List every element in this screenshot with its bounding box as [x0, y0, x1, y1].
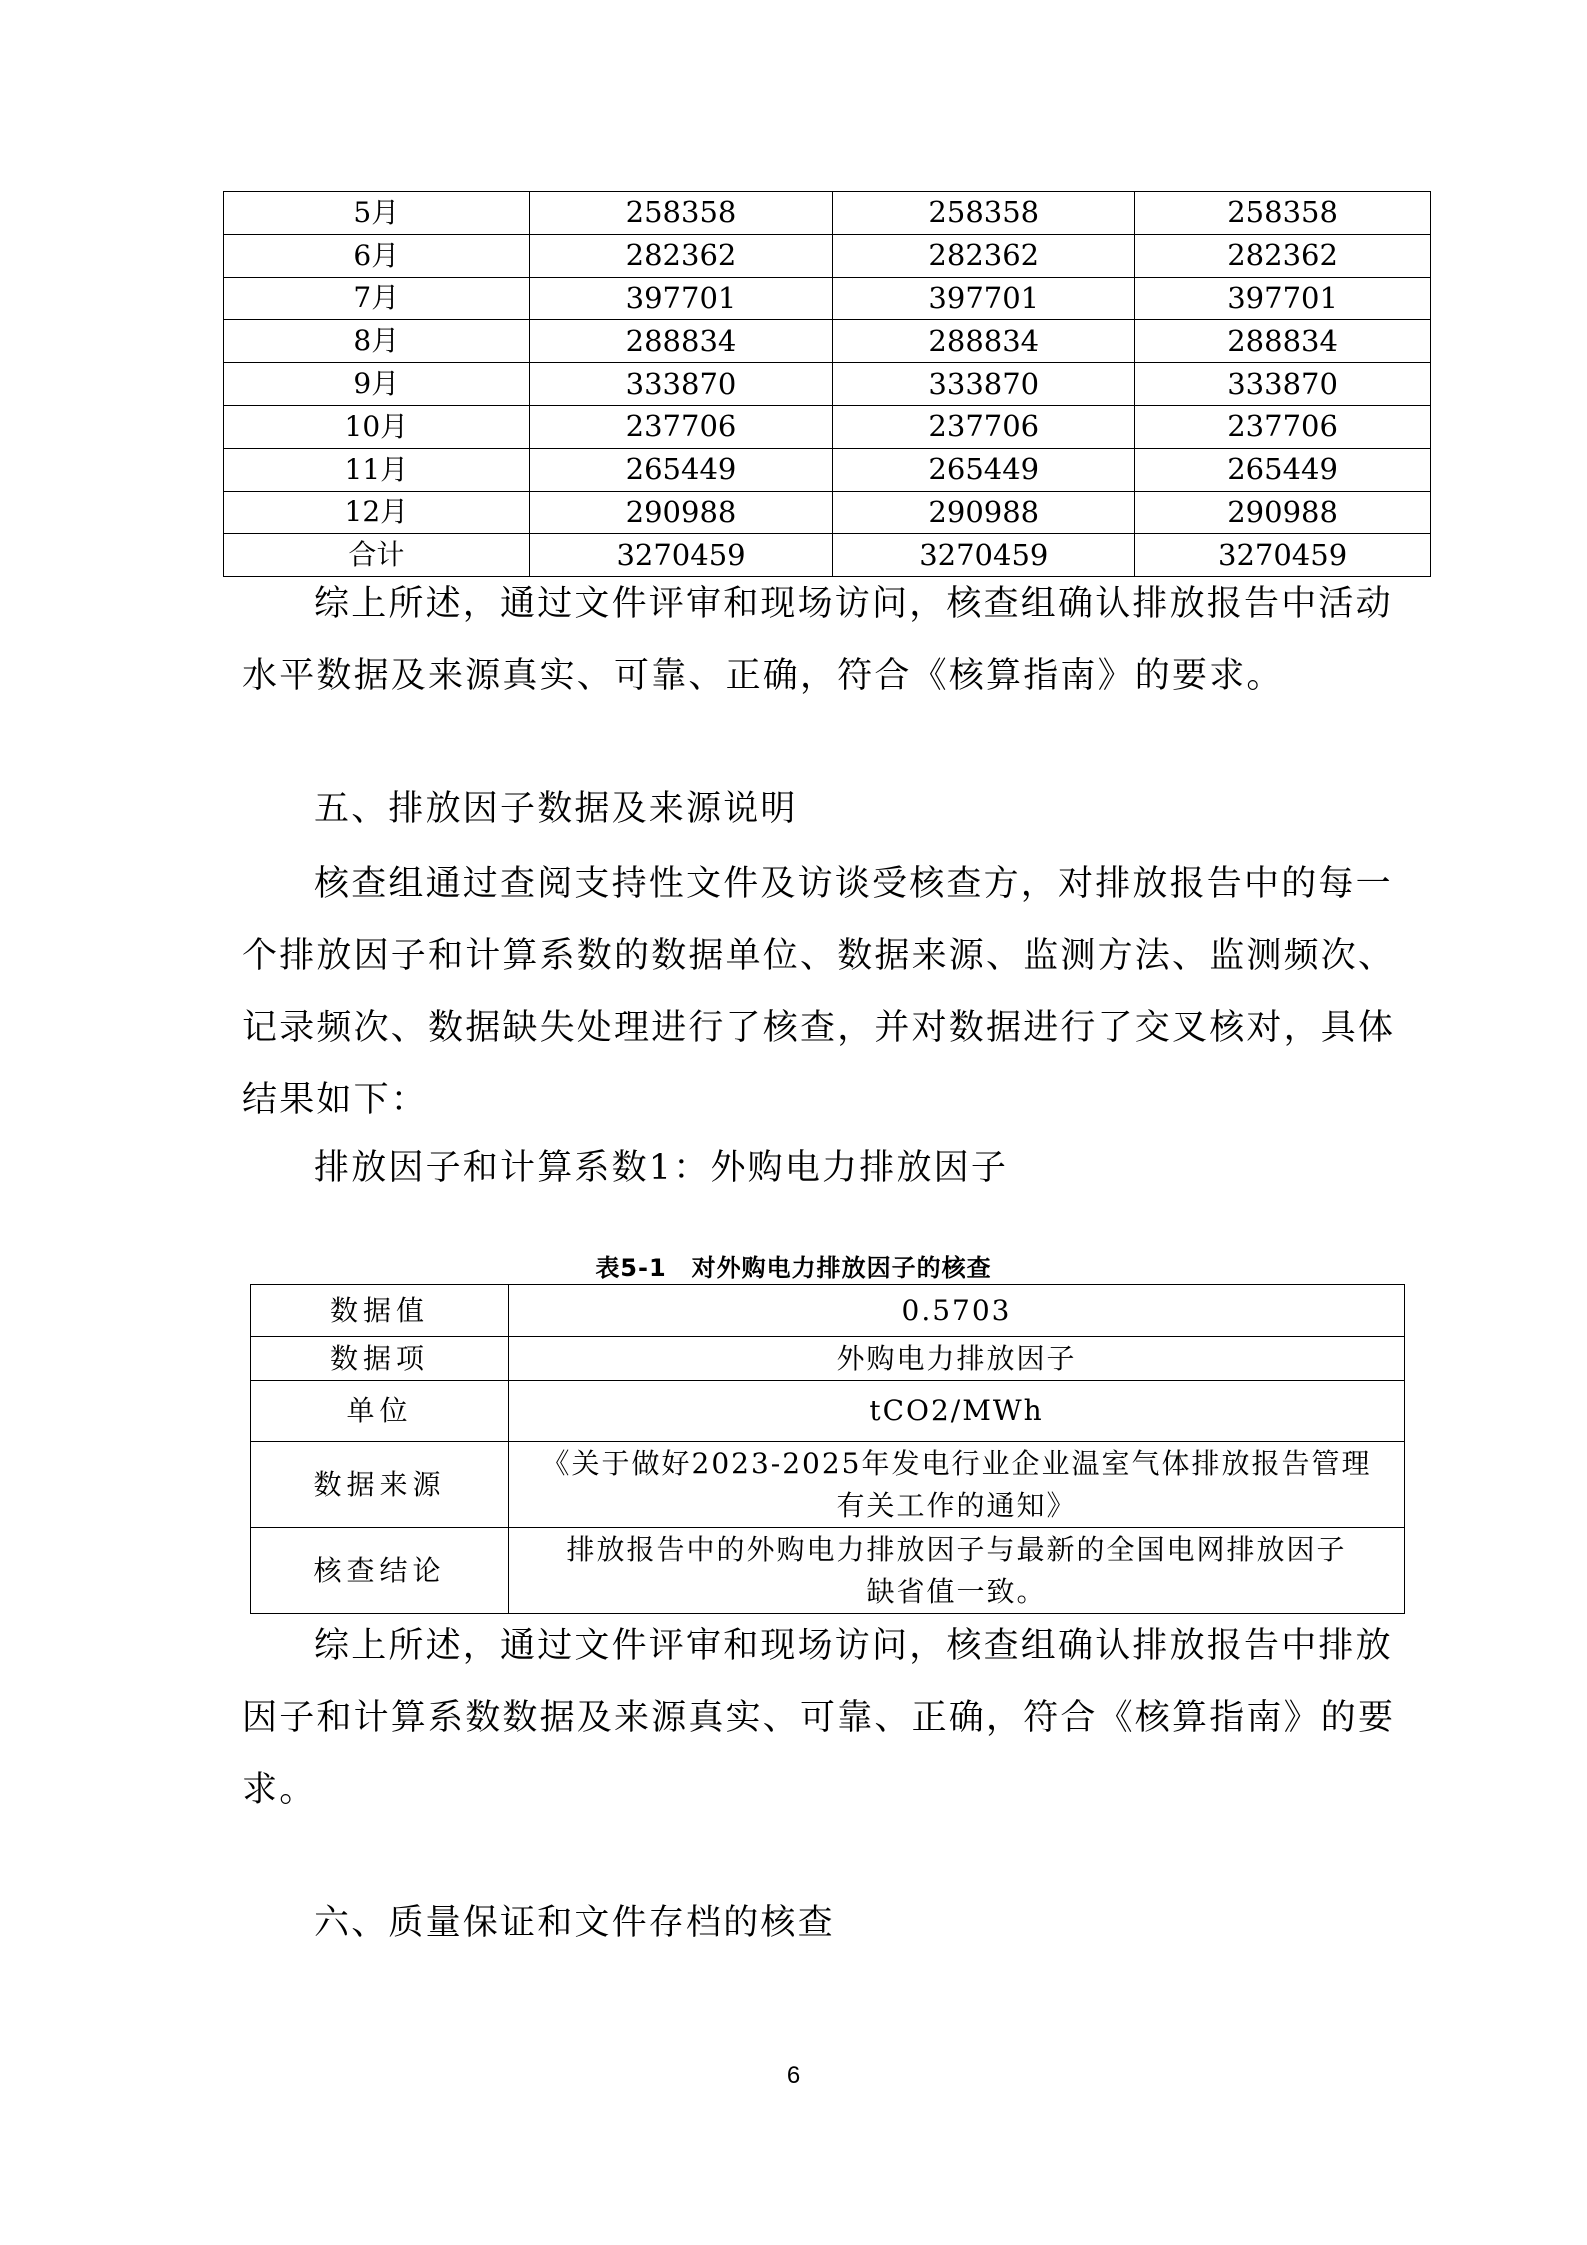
table-row	[251, 1381, 1405, 1442]
value-cell: 258358	[833, 192, 1135, 235]
factor-conclusion-paragraph	[242, 1610, 1402, 1826]
table-row	[251, 1337, 1405, 1381]
month-cell: 9月	[224, 363, 530, 406]
value-cell: 237706	[833, 405, 1135, 448]
row-value-cell	[509, 1442, 1405, 1528]
value-cell: 290988	[529, 491, 833, 534]
total-value-cell: 3270459	[833, 534, 1135, 577]
value-cell: 265449	[529, 448, 833, 491]
table-row	[224, 234, 1431, 277]
value-cell: 258358	[529, 192, 833, 235]
value-cell: 333870	[833, 363, 1135, 406]
activity-conclusion-paragraph	[242, 568, 1402, 712]
table-row	[224, 277, 1431, 320]
row-label-cell: 数据值	[251, 1285, 509, 1337]
row-value-cell	[509, 1337, 1405, 1381]
value-cell: 265449	[833, 448, 1135, 491]
table-row	[251, 1285, 1405, 1337]
table-row	[224, 405, 1431, 448]
month-cell: 5月	[224, 192, 530, 235]
row-label-cell: 核查结论	[251, 1528, 509, 1614]
month-cell: 7月	[224, 277, 530, 320]
value-line: 排放报告中的外购电力排放因子与最新的全国电网排放因子	[566, 1532, 1347, 1566]
table-row	[224, 192, 1431, 235]
table-row	[224, 363, 1431, 406]
value-cell: 265449	[1135, 448, 1431, 491]
total-value-cell: 3270459	[529, 534, 833, 577]
month-cell: 12月	[224, 491, 530, 534]
table-row	[224, 320, 1431, 363]
row-value-cell	[509, 1381, 1405, 1442]
value-cell: 290988	[833, 491, 1135, 534]
value-line: 外购电力排放因子	[836, 1341, 1077, 1375]
total-value-cell: 3270459	[1135, 534, 1431, 577]
row-value-cell	[509, 1528, 1405, 1614]
value-cell: 282362	[1135, 234, 1431, 277]
table-row	[224, 491, 1431, 534]
factor-1-title: 排放因子和计算系数1：外购电力排放因子	[314, 1148, 1009, 1188]
value-line: 有关工作的通知》	[836, 1488, 1077, 1522]
activity-conclusion-text: 综上所述，通过文件评审和现场访问，核查组确认排放报告中活动水平数据及来源真实、可靠、正确，符合《核算指南》的要求。	[242, 584, 1393, 696]
page-number: 6	[786, 2062, 801, 2089]
value-cell: 237706	[529, 405, 833, 448]
value-cell: 397701	[529, 277, 833, 320]
value-line: 缺省值一致。	[866, 1574, 1047, 1608]
factor-conclusion-text: 综上所述，通过文件评审和现场访问，核查组确认排放报告中排放因子和计算系数数据及来源真实、可靠、正确，符合《核算指南》的要求。	[242, 1626, 1396, 1810]
value-cell: 290988	[1135, 491, 1431, 534]
value-cell: 288834	[529, 320, 833, 363]
value-cell: 237706	[1135, 405, 1431, 448]
row-label-cell: 单位	[251, 1381, 509, 1442]
section-5-intro-paragraph	[242, 848, 1402, 1136]
section-5-intro-text: 核查组通过查阅支持性文件及访谈受核查方，对排放报告中的每一个排放因子和计算系数的数据单位、数据来源、监测方法、监测频次、记录频次、数据缺失处理进行了核查，并对数据进行了交叉核对，具体结果如下：	[242, 864, 1396, 1120]
value-cell: 333870	[529, 363, 833, 406]
month-cell: 6月	[224, 234, 530, 277]
value-line: 《关于做好2023-2025年发电行业企业温室气体排放报告管理	[541, 1446, 1372, 1480]
value-cell: 397701	[1135, 277, 1431, 320]
value-cell: 258358	[1135, 192, 1431, 235]
section-6-heading: 六、质量保证和文件存档的核查	[314, 1903, 835, 1943]
value-cell: 282362	[833, 234, 1135, 277]
row-value-cell	[509, 1285, 1405, 1337]
month-cell: 10月	[224, 405, 530, 448]
table-row	[251, 1442, 1405, 1528]
table-row	[251, 1528, 1405, 1614]
value-line: tCO2/MWh	[869, 1394, 1044, 1427]
row-label-cell: 数据来源	[251, 1442, 509, 1528]
value-line: 0.5703	[901, 1293, 1012, 1327]
value-cell: 333870	[1135, 363, 1431, 406]
month-cell: 8月	[224, 320, 530, 363]
value-cell: 397701	[833, 277, 1135, 320]
value-cell: 282362	[529, 234, 833, 277]
table-caption: 表5-1 对外购电力排放因子的核查	[595, 1254, 992, 1282]
row-label-cell: 数据项	[251, 1337, 509, 1381]
month-cell: 11月	[224, 448, 530, 491]
table-row	[224, 448, 1431, 491]
value-cell: 288834	[833, 320, 1135, 363]
section-5-heading: 五、排放因子数据及来源说明	[314, 789, 798, 829]
monthly-data-table	[223, 191, 1431, 577]
total-label-cell: 合计	[224, 534, 530, 577]
emission-factor-table	[250, 1284, 1405, 1614]
value-cell: 288834	[1135, 320, 1431, 363]
